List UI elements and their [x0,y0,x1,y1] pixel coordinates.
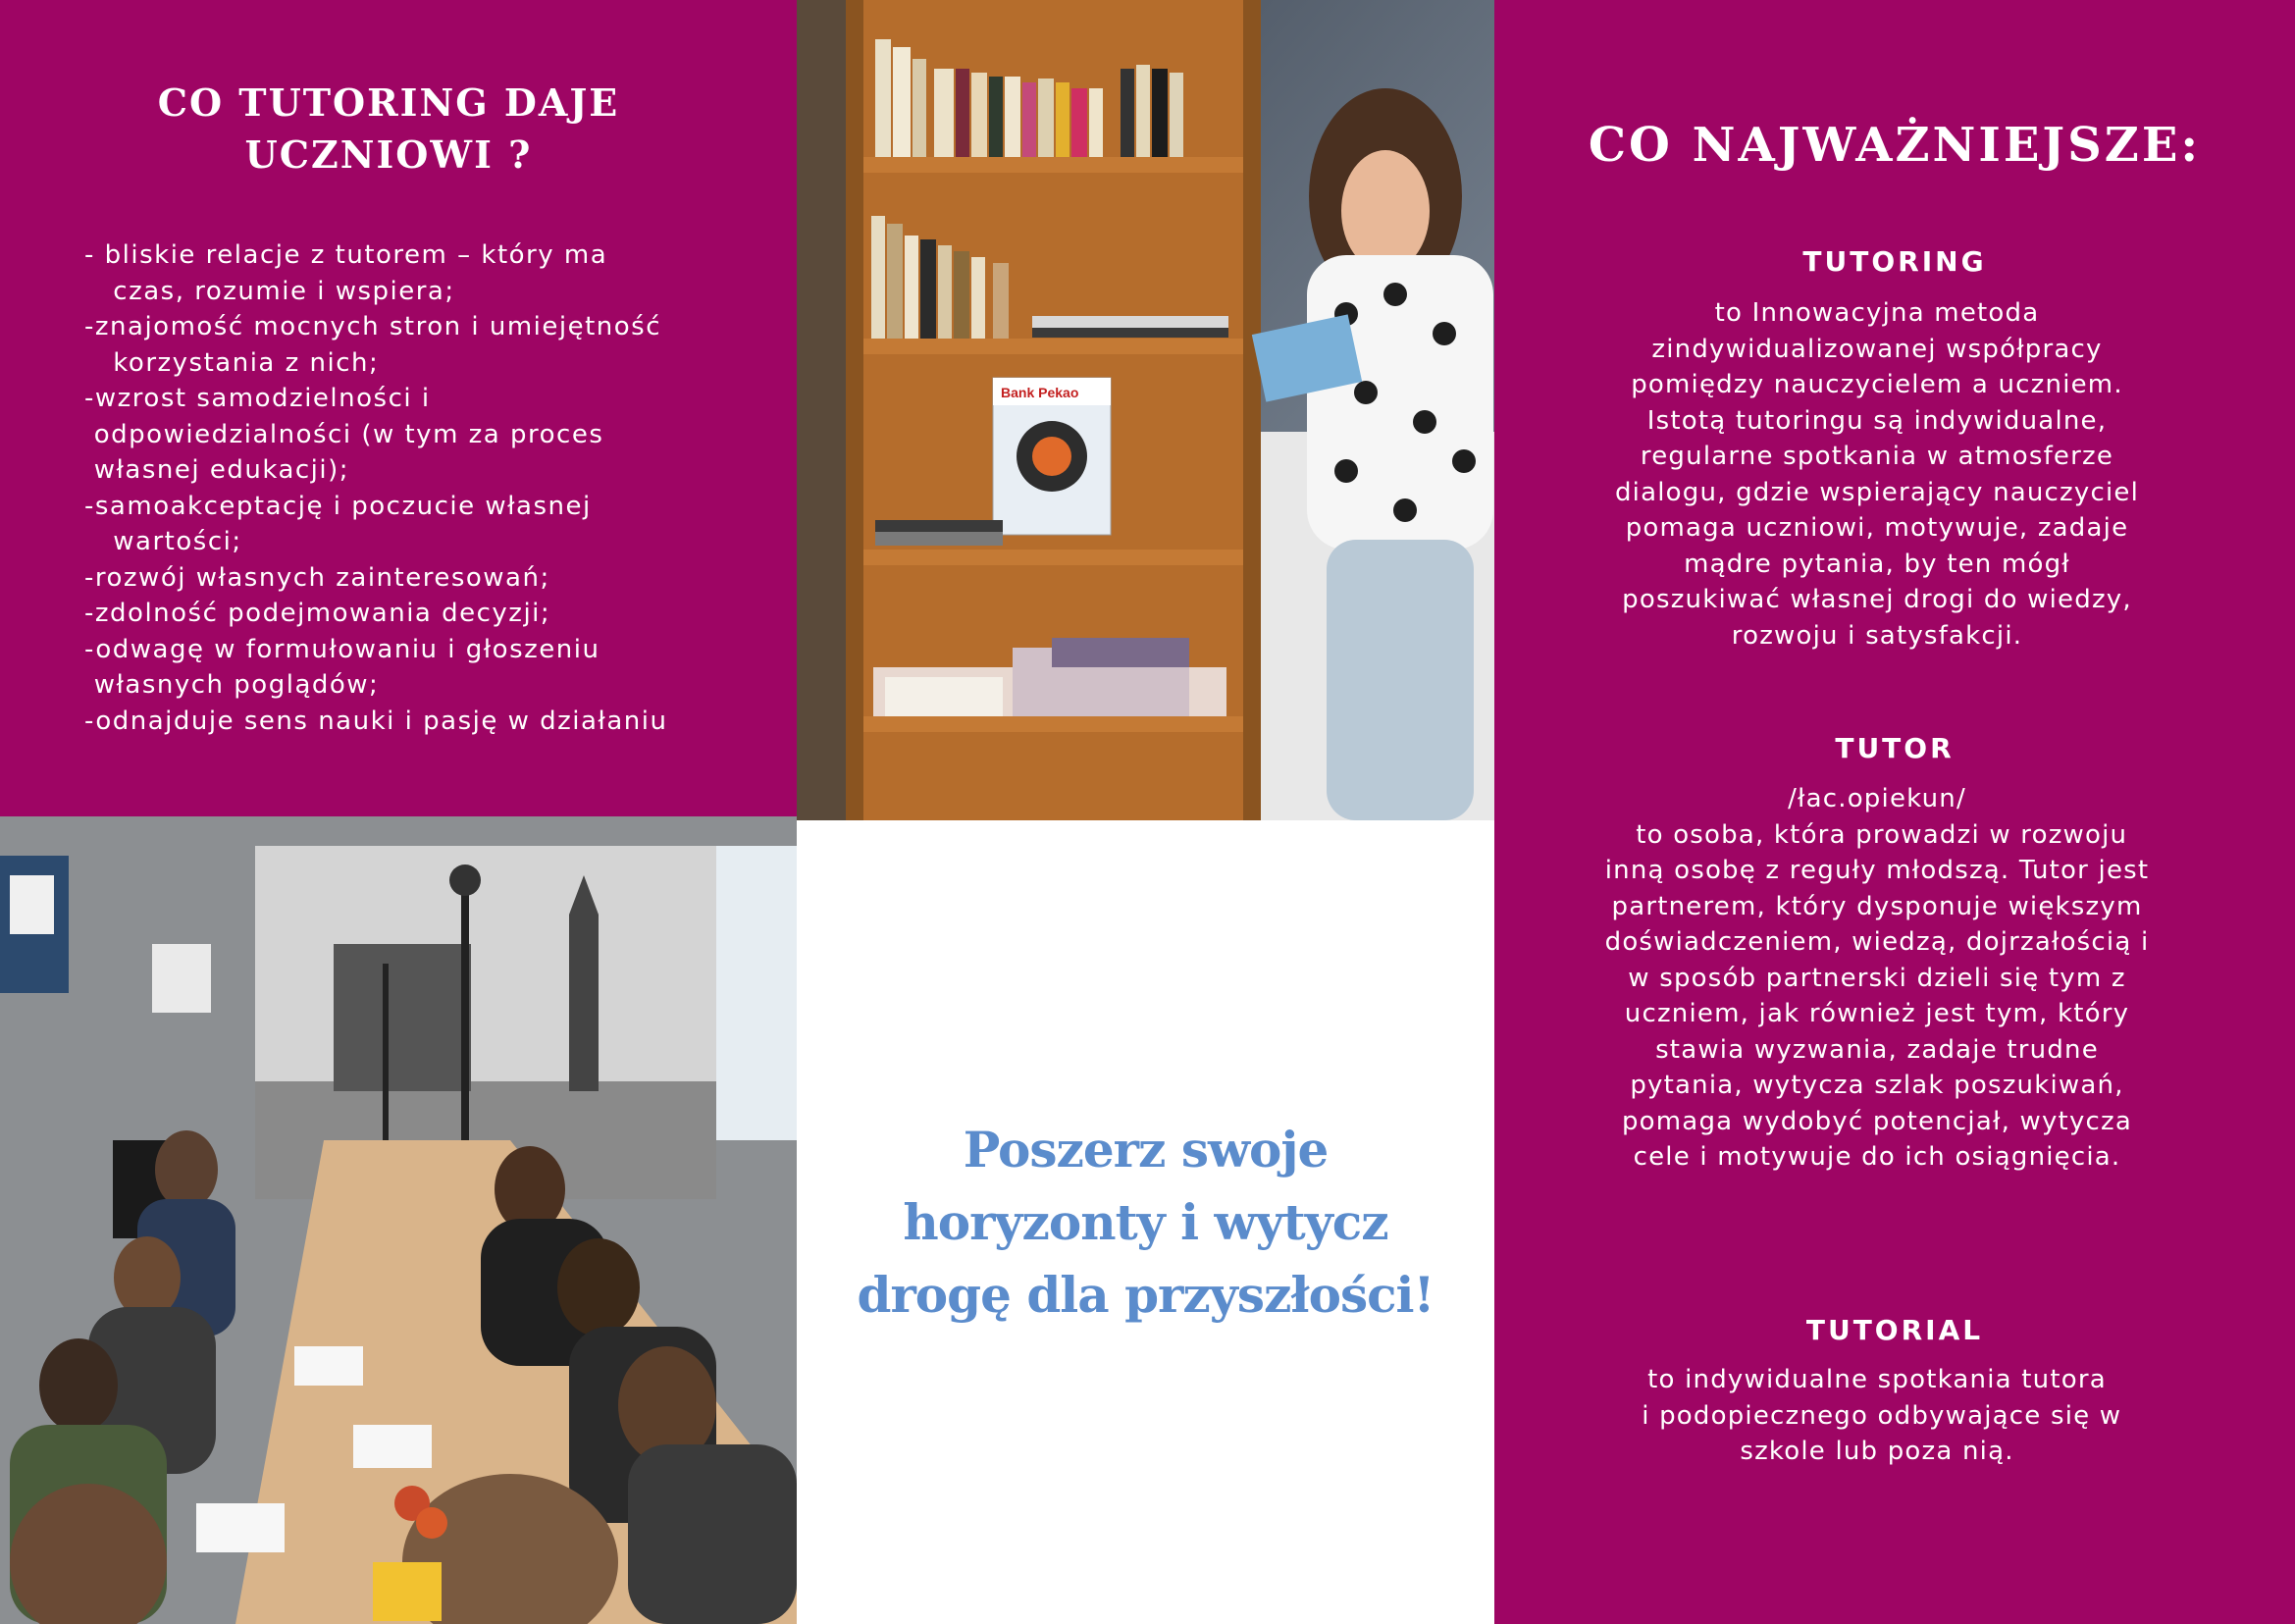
classroom-photo [0,816,797,1624]
tutoring-line: Istotą tutoringu są indywidualne, [1646,405,2108,436]
benefits-title: CO TUTORING DAJE UCZNIOWI ? [157,80,620,177]
bookshelf-photo-illustration [797,0,1494,820]
tutor-text [1573,781,2181,1176]
definitions-panel [1494,0,2295,1624]
tutorial-heading: TUTORIAL [1805,1314,1984,1346]
definitions-title: CO NAJWAŻNIEJSZE: [1588,118,2202,173]
tutor-heading: TUTOR [1835,732,1955,764]
benefit-line: -odwagę w formułowaniu i głoszeniu [84,634,600,664]
tutorial-line: i podopiecznego odbywające się w [1632,1400,2122,1431]
benefit-line: -wzrost samodzielności i [84,384,431,413]
tutoring-line: dialogu, gdzie wspierający nauczyciel [1614,477,2140,507]
tutor-line: doświadczeniem, wiedzą, dojrzałością i [1604,927,2150,957]
tutor-line: pomaga wydobyć potencjał, wytycza [1621,1106,2133,1136]
benefit-line: -zdolność podejmowania decyzji; [84,599,551,628]
tutorial-line: szkole lub poza nią. [1740,1437,2014,1466]
tutoring-line: regularne spotkania w atmosferze [1640,442,2114,471]
slogan-panel [797,820,1494,1624]
benefit-line: -znajomość mocnych stron i umiejętność [84,312,662,341]
slogan-text: Poszerz swoje horyzonty i wytycz drogę dla przyszłości! [857,1120,1434,1324]
tutor-line: cele i motywuje do ich osiągnięcia. [1633,1142,2121,1172]
benefit-line: -rozwój własnych zainteresowań; [84,562,550,593]
benefits-panel [0,0,797,816]
benefit-line: wartości; [84,527,242,556]
tutoring-line: poszukiwać własnej drogi do wiedzy, [1622,585,2132,614]
tutorial-text [1573,1362,2181,1470]
tutor-line: inną osobę z reguły młodszą. Tutor jest [1604,856,2150,885]
benefits-list [84,237,797,739]
classroom-photo-illustration [0,816,797,1624]
tutorial-line: to indywidualne spotkania tutora [1647,1365,2107,1394]
tutoring-line: mądre pytania, by ten mógł [1684,549,2070,579]
benefit-line: odpowiedzialności (w tym za proces [84,419,604,449]
tutor-line: pytania, wytycza szlak poszukiwań, [1630,1071,2124,1100]
tutoring-line: zindywidualizowanej współpracy [1651,334,2103,364]
tutor-line: uczniem, jak również jest tym, który [1624,999,2130,1028]
tutor-line: /łac.opiekun/ [1788,784,1966,813]
tutor-line: to osoba, która prowadzi w rozwoju [1626,819,2128,850]
tutoring-line: rozwoju i satysfakcji. [1731,620,2023,651]
tutoring-heading: TUTORING [1802,245,1987,278]
bookshelf-photo [797,0,1494,820]
benefit-line: własnej edukacji); [84,455,350,485]
tutor-line: partnerem, który dysponuje większym [1611,891,2143,921]
benefit-line: czas, rozumie i wspiera; [84,276,455,306]
bank-sign: Bank Pekao [1001,385,1079,400]
benefit-line: -samoakceptację i poczucie własnej [84,491,592,521]
tutoring-text [1573,295,2181,654]
tutoring-line: to Innowacyjna metoda [1714,298,2040,328]
tutor-line: stawia wyzwania, zadaje trudne [1655,1034,2099,1065]
tutoring-line: pomaga uczniowi, motywuje, zadaje [1625,513,2129,543]
tutor-line: w sposób partnerski dzieli się tym z [1628,963,2126,993]
benefit-line: - bliskie relacje z tutorem – który ma [84,240,608,270]
tutoring-line: pomiędzy nauczycielem a uczniem. [1631,370,2123,399]
benefit-line: -odnajduje sens nauki i pasję w działaniu [84,706,668,736]
benefit-line: korzystania z nich; [84,347,380,378]
benefit-line: własnych poglądów; [84,670,380,700]
